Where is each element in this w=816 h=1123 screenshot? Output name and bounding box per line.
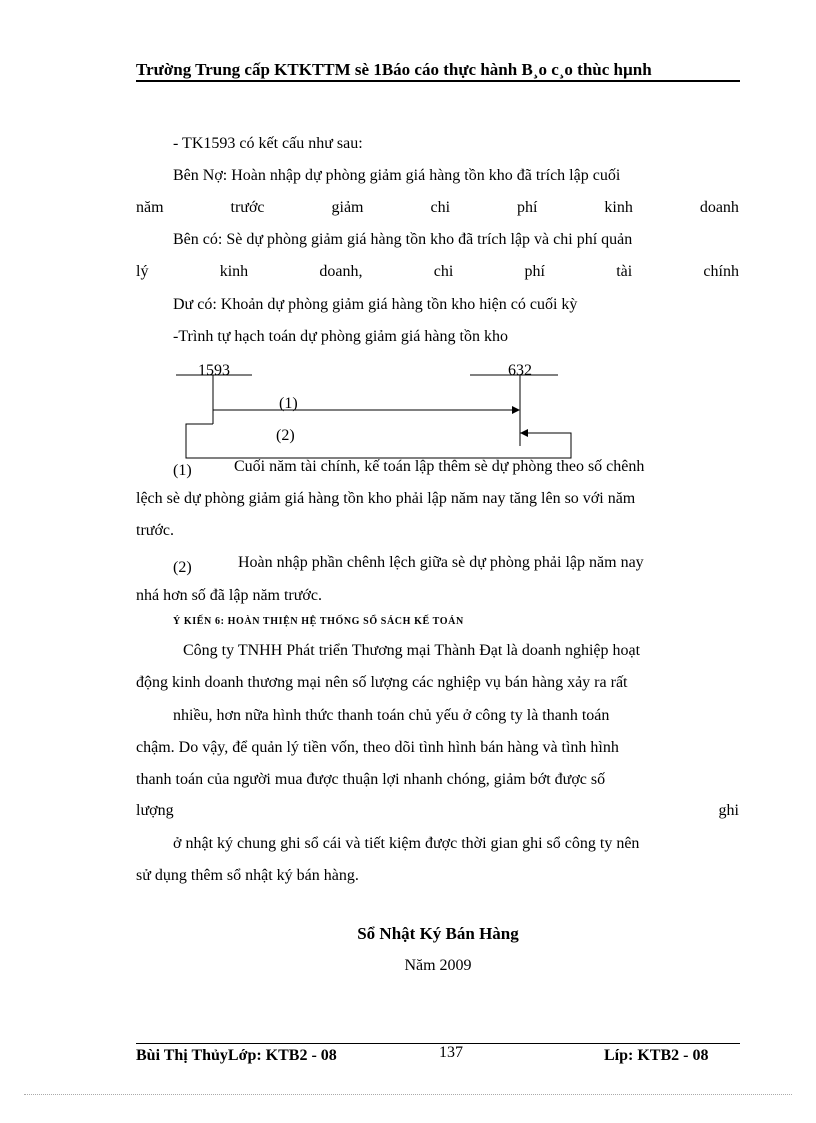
word: năm: [136, 199, 164, 216]
word: doanh,: [319, 263, 363, 280]
note-2-line-2: nhá hơn số đã lập năm trước.: [136, 587, 322, 604]
word: lượng: [136, 802, 174, 819]
word: phí: [524, 263, 545, 280]
paragraph-line-2: động kinh doanh thương mại nên số lượng các nghiệp vụ bán hàng xảy ra rất: [136, 674, 628, 691]
word: trước: [230, 199, 265, 216]
paragraph-line-1: Công ty TNHH Phát triển Thương mại Thành Đạt là doanh nghiệp hoạt: [183, 642, 641, 659]
page-number: 137: [439, 1044, 463, 1061]
word: giảm: [331, 199, 364, 216]
word: chi: [433, 263, 454, 280]
note-1-line-1: Cuối năm tài chính, kế toán lập thêm sè dự phòng theo số chênh: [234, 458, 645, 475]
arrow-2-label: (2): [276, 427, 295, 444]
paragraph-line-4: chậm. Do vậy, để quản lý tiền vốn, theo dõi tình hình bán hàng và tình hình: [136, 739, 619, 756]
account-1593-label: 1593: [198, 362, 230, 379]
word: doanh: [699, 199, 739, 216]
note-1-number: (1): [173, 462, 192, 479]
word: ghi: [718, 802, 739, 819]
paragraph-line-7: ở nhật ký chung ghi sổ cái và tiết kiệm được thời gian ghi sổ công ty nên: [173, 835, 640, 852]
paragraph-line-6: [136, 802, 739, 820]
account-632-label: 632: [508, 362, 532, 379]
book-year: Năm 2009: [404, 957, 472, 974]
word: kinh: [604, 199, 633, 216]
procedure-line: -Trình tự hạch toán dự phòng giảm giá hàng tồn kho: [173, 328, 508, 345]
note-1-line-2: lệch sè dự phòng giảm giá hàng tồn kho phải lập năm nay tăng lên so với năm: [136, 490, 636, 507]
word: kinh: [219, 263, 249, 280]
word: tài: [616, 263, 633, 280]
arrow-1-head: [512, 406, 520, 414]
paragraph-line-3: nhiều, hơn nữa hình thức thanh toán chủ yếu ở công ty là thanh toán: [173, 707, 610, 724]
debit-side-text: Bên Nợ: Hoàn nhập dự phòng giảm giá hàng tồn kho đã trích lập cuối: [173, 167, 621, 184]
page-header: Trường Trung cấp KTKTTM sè 1Báo cáo thực hành B¸o c¸o thùc hµnh: [136, 60, 652, 79]
credit-side-text: Bên có: Sè dự phòng giảm giá hàng tồn kho đã trích lập và chi phí quản: [173, 231, 633, 248]
word: phí: [516, 199, 538, 216]
section-heading: Ý KIẾN 6: HOÀN THIỆN HỆ THỐNG SỔ SÁCH KẾ TOÁN: [173, 616, 464, 627]
page-bottom-dotted-line: [24, 1094, 792, 1095]
note-2-number: (2): [173, 559, 192, 576]
arrow-2-head: [520, 429, 528, 437]
word: lý: [136, 263, 149, 280]
paragraph-line-5: thanh toán của người mua được thuận lợi nhanh chóng, giảm bớt được số: [136, 771, 606, 788]
note-1-line-3: trước.: [136, 522, 175, 539]
footer-left: Bùi Thị ThủyLớp: KTB2 - 08: [136, 1047, 337, 1064]
tk1593-structure-line: - TK1593 có kết cấu như sau:: [173, 135, 363, 152]
book-title: Sổ Nhật Ký Bán Hàng: [357, 924, 519, 943]
paragraph-line-8: sử dụng thêm sổ nhật ký bán hàng.: [136, 867, 359, 884]
footer-rule: [136, 1043, 740, 1044]
balance-line: Dư có: Khoản dự phòng giảm giá hàng tồn kho hiện có cuối kỳ: [173, 296, 578, 313]
arrow-1-label: (1): [279, 395, 298, 412]
footer-right: Líp: KTB2 - 08: [604, 1047, 709, 1064]
note-2-line-1: Hoàn nhập phần chênh lệch giữa sè dự phòng phải lập năm nay: [238, 554, 644, 571]
word: chi: [430, 199, 451, 216]
arrow-2-line: [186, 424, 571, 458]
word: chính: [703, 263, 739, 280]
